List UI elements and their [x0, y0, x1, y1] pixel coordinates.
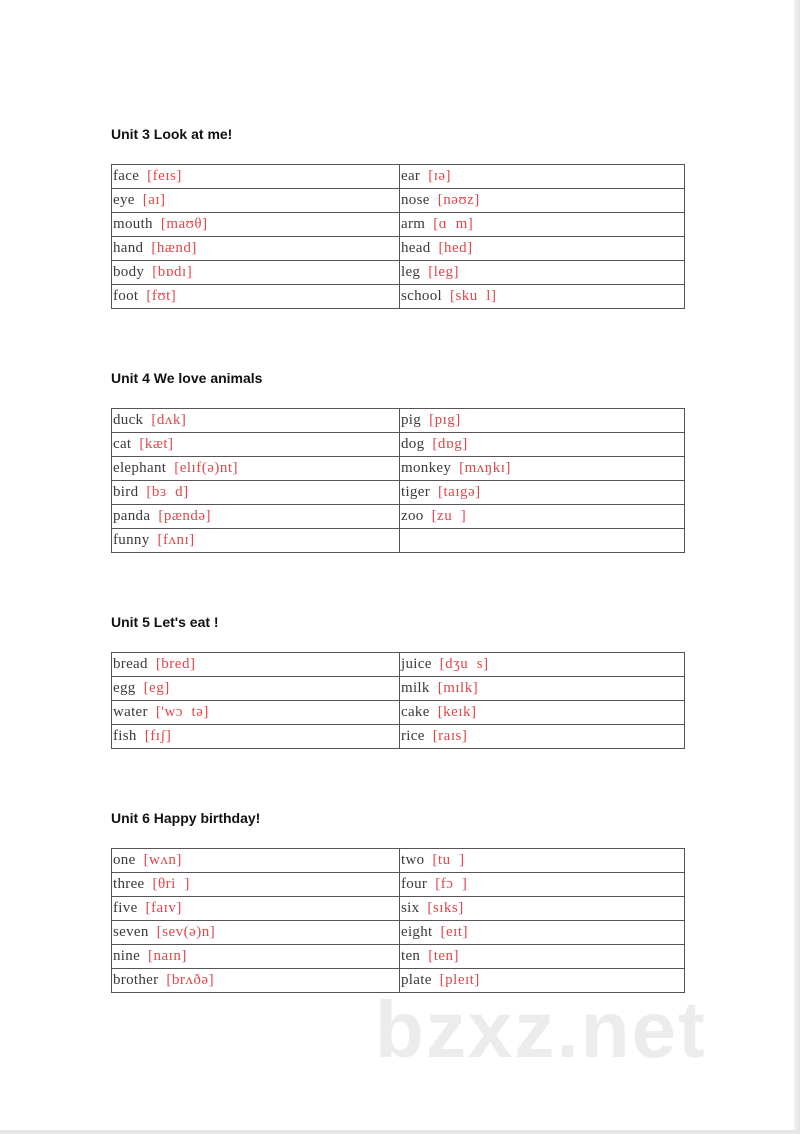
phonetic-transcription: [fɪʃ] [144, 728, 172, 744]
table-row [112, 529, 685, 553]
vocab-cell [400, 165, 685, 189]
unit-4-section [111, 368, 685, 553]
vocab-word: egg [113, 680, 136, 696]
unit-3-section [111, 124, 685, 309]
vocab-word: ear [401, 168, 421, 184]
vocab-cell [112, 433, 400, 457]
vocab-word: school [401, 288, 442, 304]
table-row [112, 725, 685, 749]
vocab-word: panda [113, 508, 151, 524]
phonetic-transcription: [zu ] [431, 508, 467, 524]
vocab-cell [400, 237, 685, 261]
phonetic-transcription: [maʊθ] [160, 216, 208, 232]
vocab-cell [112, 529, 400, 553]
phonetic-transcription: [raɪs] [432, 728, 468, 744]
vocab-cell [112, 653, 400, 677]
vocab-cell [112, 457, 400, 481]
vocab-word: two [401, 852, 425, 868]
vocab-table [111, 848, 685, 993]
vocab-word: bread [113, 656, 148, 672]
vocab-cell [400, 921, 685, 945]
phonetic-transcription: [faɪv] [145, 900, 182, 916]
unit-title: Unit 5 Let's eat ! [111, 614, 219, 630]
vocab-word: monkey [401, 460, 452, 476]
phonetic-transcription: [fɔ ] [435, 876, 468, 892]
vocab-cell [400, 261, 685, 285]
table-row [112, 213, 685, 237]
phonetic-transcription: [elɪf(ə)nt] [174, 460, 239, 476]
phonetic-transcription: [tu ] [432, 852, 465, 868]
phonetic-transcription: [pleɪt] [439, 972, 480, 988]
vocab-cell [112, 237, 400, 261]
vocab-word: hand [113, 240, 144, 256]
vocab-cell [400, 481, 685, 505]
vocab-word: ten [401, 948, 421, 964]
vocab-cell [112, 897, 400, 921]
vocab-word: elephant [113, 460, 167, 476]
phonetic-transcription: [hed] [438, 240, 473, 256]
vocab-cell [400, 677, 685, 701]
phonetic-transcription: [dʌk] [151, 412, 187, 428]
vocab-word: funny [113, 532, 150, 548]
page-bottom-edge [0, 1130, 800, 1134]
table-row [112, 409, 685, 433]
vocab-word: three [113, 876, 145, 892]
vocab-word: zoo [401, 508, 424, 524]
vocab-cell [400, 653, 685, 677]
table-row [112, 285, 685, 309]
phonetic-transcription: [bred] [155, 656, 196, 672]
phonetic-transcription: [mʌŋkɪ] [459, 460, 511, 476]
vocab-table [111, 164, 685, 309]
phonetic-transcription: [dʒu s] [439, 656, 489, 672]
vocab-cell [112, 261, 400, 285]
phonetic-transcription: [brʌðə] [166, 972, 215, 988]
phonetic-transcription: [hænd] [151, 240, 197, 256]
page-edge-shadow [794, 0, 800, 1134]
vocab-word: seven [113, 924, 149, 940]
table-row [112, 701, 685, 725]
phonetic-transcription: [naɪn] [148, 948, 187, 964]
vocab-word: mouth [113, 216, 153, 232]
phonetic-transcription: [fʊt] [146, 288, 177, 304]
vocab-word: leg [401, 264, 421, 280]
unit-title: Unit 3 Look at me! [111, 126, 233, 142]
watermark-text: bzxz.net [375, 985, 707, 1074]
vocab-cell [400, 701, 685, 725]
vocab-word: tiger [401, 484, 430, 500]
vocab-cell [400, 849, 685, 873]
phonetic-transcription: [taɪgə] [438, 484, 481, 500]
vocab-cell [112, 213, 400, 237]
vocab-word: plate [401, 972, 432, 988]
table-row [112, 237, 685, 261]
table-row [112, 653, 685, 677]
vocab-cell [400, 213, 685, 237]
phonetic-transcription: [pændə] [158, 508, 211, 524]
vocab-cell [112, 969, 400, 993]
vocab-cell [112, 505, 400, 529]
vocab-word: foot [113, 288, 139, 304]
phonetic-transcription: [fʌnɪ] [157, 532, 195, 548]
phonetic-transcription: [pɪg] [429, 412, 461, 428]
phonetic-transcription: [bɒdɪ] [152, 264, 193, 280]
vocab-cell [112, 945, 400, 969]
vocab-word: five [113, 900, 138, 916]
vocab-word: arm [401, 216, 426, 232]
phonetic-transcription: [wʌn] [143, 852, 182, 868]
vocab-word: bird [113, 484, 139, 500]
vocab-word: milk [401, 680, 430, 696]
unit-title: Unit 6 Happy birthday! [111, 810, 261, 826]
vocab-cell [400, 457, 685, 481]
vocab-cell [112, 677, 400, 701]
vocab-cell [400, 409, 685, 433]
vocab-word: fish [113, 728, 137, 744]
vocab-word: head [401, 240, 431, 256]
phonetic-transcription: [ten] [428, 948, 460, 964]
vocab-word: water [113, 704, 148, 720]
vocab-cell [400, 505, 685, 529]
vocab-word: four [401, 876, 428, 892]
table-row [112, 677, 685, 701]
vocab-cell [400, 433, 685, 457]
table-row [112, 945, 685, 969]
vocab-cell [112, 873, 400, 897]
table-row [112, 165, 685, 189]
vocab-cell [112, 849, 400, 873]
vocab-word: eye [113, 192, 135, 208]
table-row [112, 897, 685, 921]
table-row [112, 261, 685, 285]
table-row [112, 873, 685, 897]
table-row [112, 505, 685, 529]
vocab-cell [400, 529, 685, 553]
phonetic-transcription: [ɪə] [428, 168, 452, 184]
vocab-cell [400, 897, 685, 921]
vocab-cell [112, 921, 400, 945]
phonetic-transcription: ['wɔ tə] [155, 704, 209, 720]
vocab-word: face [113, 168, 140, 184]
vocab-word: six [401, 900, 420, 916]
phonetic-transcription: [aɪ] [142, 192, 166, 208]
phonetic-transcription: [dɒg] [432, 436, 468, 452]
unit-title: Unit 4 We love animals [111, 370, 263, 386]
vocab-word: juice [401, 656, 432, 672]
vocab-word: one [113, 852, 136, 868]
phonetic-transcription: [θri ] [152, 876, 190, 892]
vocab-word: dog [401, 436, 425, 452]
vocab-cell [400, 873, 685, 897]
phonetic-transcription: [bɜ d] [146, 484, 189, 500]
phonetic-transcription: [kæt] [139, 436, 174, 452]
vocab-word: cat [113, 436, 132, 452]
table-row [112, 481, 685, 505]
phonetic-transcription: [eɪt] [440, 924, 468, 940]
phonetic-transcription: [nəʊz] [437, 192, 480, 208]
phonetic-transcription: [sɪks] [427, 900, 464, 916]
vocab-word: nose [401, 192, 430, 208]
phonetic-transcription: [feɪs] [147, 168, 182, 184]
phonetic-transcription: [mɪlk] [437, 680, 479, 696]
vocab-cell [400, 725, 685, 749]
phonetic-transcription: [ɑ m] [433, 216, 474, 232]
vocab-word: nine [113, 948, 141, 964]
phonetic-transcription: [sku l] [449, 288, 497, 304]
vocab-table [111, 652, 685, 749]
vocab-cell [112, 189, 400, 213]
vocab-cell [112, 409, 400, 433]
unit-6-section [111, 808, 685, 993]
table-row [112, 457, 685, 481]
vocab-word: body [113, 264, 145, 280]
vocab-cell [400, 285, 685, 309]
vocab-cell [112, 165, 400, 189]
phonetic-transcription: [keɪk] [437, 704, 477, 720]
vocab-word: duck [113, 412, 144, 428]
vocab-word: brother [113, 972, 159, 988]
vocab-cell [112, 701, 400, 725]
vocab-cell [400, 945, 685, 969]
table-row [112, 849, 685, 873]
table-row [112, 189, 685, 213]
table-row [112, 921, 685, 945]
vocab-word: pig [401, 412, 422, 428]
vocab-word: eight [401, 924, 433, 940]
table-row [112, 433, 685, 457]
vocab-word: cake [401, 704, 430, 720]
vocab-cell [112, 725, 400, 749]
vocab-cell [112, 481, 400, 505]
phonetic-transcription: [sev(ə)n] [156, 924, 216, 940]
unit-5-section [111, 612, 685, 749]
vocab-cell [400, 189, 685, 213]
vocab-word: rice [401, 728, 425, 744]
phonetic-transcription: [leg] [428, 264, 460, 280]
vocab-table [111, 408, 685, 553]
vocab-cell [112, 285, 400, 309]
phonetic-transcription: [eg] [143, 680, 170, 696]
